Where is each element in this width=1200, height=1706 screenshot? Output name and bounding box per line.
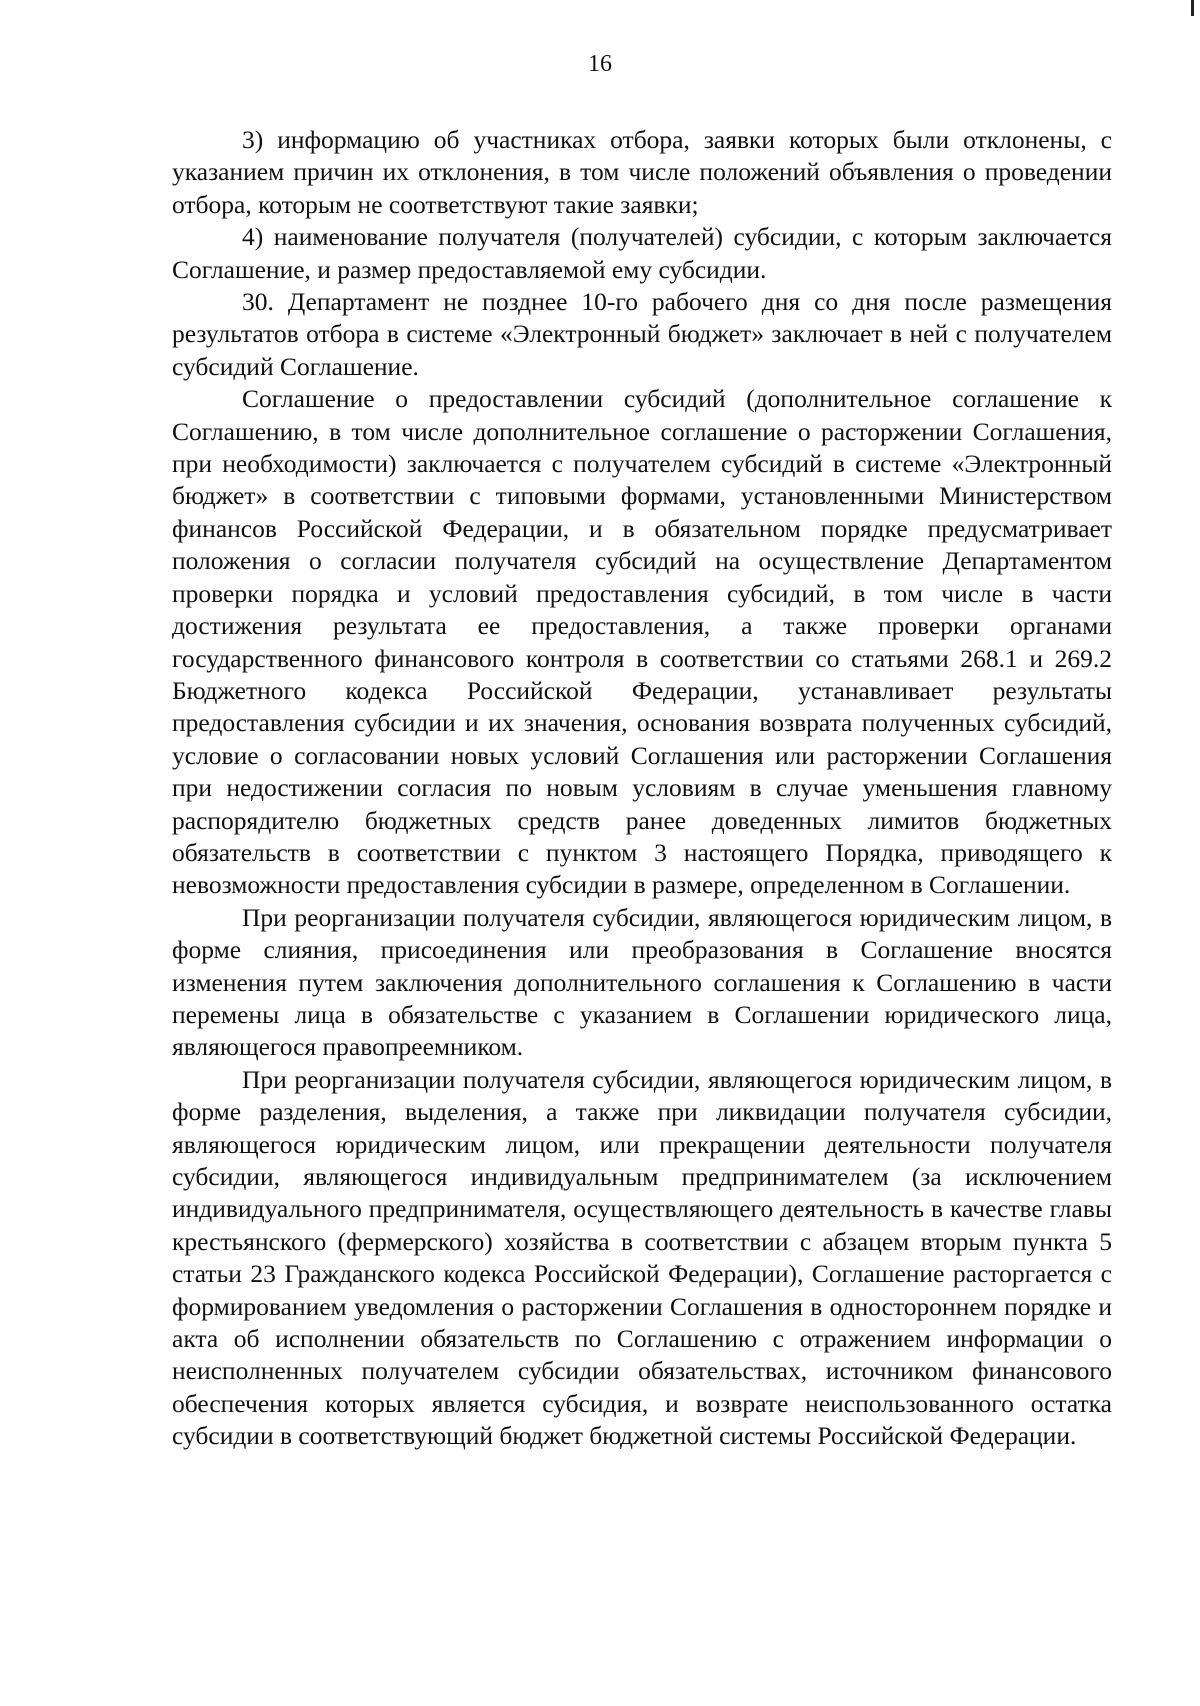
paragraph-item-4: 4) наименование получателя (получателей) субсидии, с которым заключается Соглашение, и размер предоставляемой ему субсидии. [172, 222, 1112, 284]
page-number: 16 [588, 51, 612, 77]
paragraph-agreement-terms: Соглашение о предоставлении субсидий (дополнительное соглашение к Соглашению, в том числе дополнительное соглашение о расторжении Соглашения, при необходимости) заключается с получателем субсидий в системе «Электронный бюджет» в соответствии с типовыми формами, установленными Министерством финансов Российской Федерации, и в обязательном порядке предусматривает положения о согласии получателя субсидий на осуществление Департаментом проверки порядка и условий предоставления субсидий, в том числе в части достижения результата ее предоставления, а также проверки органами государственного финансового контроля в соответствии со статьями 268.1 и 269.2 Бюджетного кодекса Российской Федерации, устанавливает результаты предоставления субсидии и их значения, основания возврата полученных субсидий, условие о согласовании новых условий Соглашения или расторжении Соглашения при недостижении согласия по новым условиям в случае уменьшения главному распорядителю бюджетных средств ранее доведенных лимитов бюджетных обязательств в соответствии с пунктом 3 настоящего Порядка, приводящего к невозможности предоставления субсидии в размере, определенном в Соглашении. [172, 384, 1112, 900]
paragraph-item-3: 3) информацию об участниках отбора, заявки которых были отклонены, с указанием причин их отклонения, в том числе положений объявления о проведении отбора, которым не соответствуют такие заявки; [172, 125, 1112, 219]
paragraph-clause-30: 30. Департамент не позднее 10-го рабочего дня со дня после размещения результатов отбора в системе «Электронный бюджет» заключает в ней с получателем субсидий Соглашение. [172, 287, 1112, 381]
paragraph-reorganization-division: При реорганизации получателя субсидии, являющегося юридическим лицом, в форме разделения, выделения, а также при ликвидации получателя субсидии, являющегося юридическим лицом, или прекращении деятельности получателя субсидии, являющегося индивидуальным предпринимателем (за исключением индивидуального предпринимателя, осуществляющего деятельность в качестве главы крестьянского (фермерского) хозяйства в соответствии с абзацем вторым пункта 5 статьи 23 Гражданского кодекса Российской Федерации), Соглашение расторгается с формированием уведомления о расторжении Соглашения в одностороннем порядке и акта об исполнении обязательств по Соглашению с отражением информации о неисполненных получателем субсидии обязательствах, источником финансового обеспечения которых является субсидия, и возврате неиспользованного остатка субсидии в соответствующий бюджет бюджетной системы Российской Федерации. [172, 1064, 1112, 1451]
document-body [172, 124, 1112, 1453]
scan-edge-mark [1191, 0, 1194, 16]
paragraph-reorganization-merger: При реорганизации получателя субсидии, являющегося юридическим лицом, в форме слияния, присоединения или преобразования в Соглашение вносятся изменения путем заключения дополнительного соглашения к Соглашению в части перемены лица в обязательстве с указанием в Соглашении юридического лица, являющегося правопреемником. [172, 902, 1112, 1062]
